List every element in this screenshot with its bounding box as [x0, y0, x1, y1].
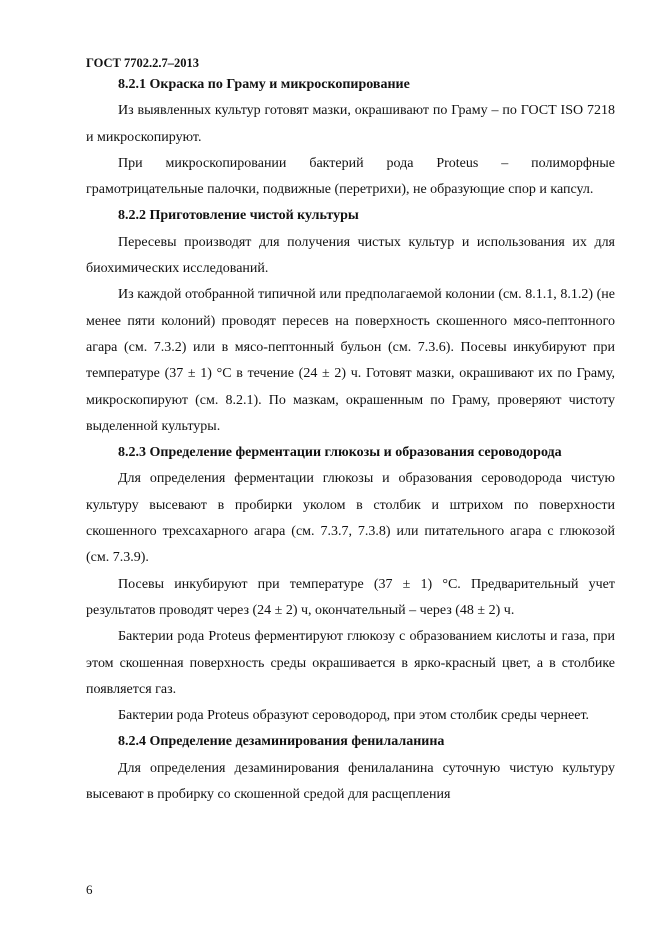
paragraph: Для определения дезаминирования фенилаланина суточную чистую культуру высевают в пробирку со скошенной средой для расщепления	[86, 760, 615, 803]
paragraph: Посевы инкубируют при температуре (37 ± 1) °С. Предварительный учет результатов проводят через (24 ± 2) ч, окончательный – через (48 ± 2) ч.	[86, 576, 615, 618]
document-header: ГОСТ 7702.2.7–2013	[86, 56, 200, 70]
paragraph: Из каждой отобранной типичной или предполагаемой колонии (см. 8.1.1, 8.1.2) (не менее пяти колоний) проводят пересев на поверхность скошенного мясо-пептонного агара (см. 7.3.2) или в мясо-пептонный бульон (см. 7.3.6). Посевы инкубируют при температуре (37 ± 1) °С в течение (24 ± 2) ч. Готовят мазки, окрашивают их по Граму, микроскопируют (см. 8.2.1). По мазкам, окрашенным по Граму, проверяют чистоту выделенной культуры.	[86, 287, 615, 434]
section-heading-8-2-1: 8.2.1 Окраска по Граму и микроскопирование	[118, 77, 410, 92]
page-number: 6	[86, 882, 93, 897]
paragraph: Для определения ферментации глюкозы и образования сероводорода чистую культуру высевают в пробирки уколом в столбик и штрихом по поверхности скошенного трехсахарного агара (см. 7.3.7, 7.3.8) или питательного агара с глюкозой (см. 7.3.9).	[86, 471, 615, 566]
paragraph: Бактерии рода Proteus ферментируют глюкозу с образованием кислоты и газа, при этом скошенная поверхность среды окрашивается в ярко-красный цвет, а в столбике появляется газ.	[86, 629, 615, 697]
paragraph: Бактерии рода Proteus образуют сероводород, при этом столбик среды чернеет.	[118, 708, 590, 724]
section-heading-8-2-3: 8.2.3 Определение ферментации глюкозы и образования сероводорода	[118, 445, 562, 461]
document-body	[86, 72, 615, 808]
paragraph: Пересевы производят для получения чистых культур и использования их для биохимических исследований.	[86, 234, 615, 277]
section-heading-8-2-2: 8.2.2 Приготовление чистой культуры	[118, 208, 359, 224]
paragraph: Из выявленных культур готовят мазки, окрашивают по Граму – по ГОСТ ISO 7218 и микроскопируют.	[86, 103, 615, 145]
section-heading-8-2-4: 8.2.4 Определение дезаминирования фенилаланина	[118, 734, 445, 750]
paragraph: При микроскопировании бактерий рода Proteus – полиморфные грамотрицательные палочки, подвижные (перетрихи), не образующие спор и капсул.	[86, 155, 615, 198]
